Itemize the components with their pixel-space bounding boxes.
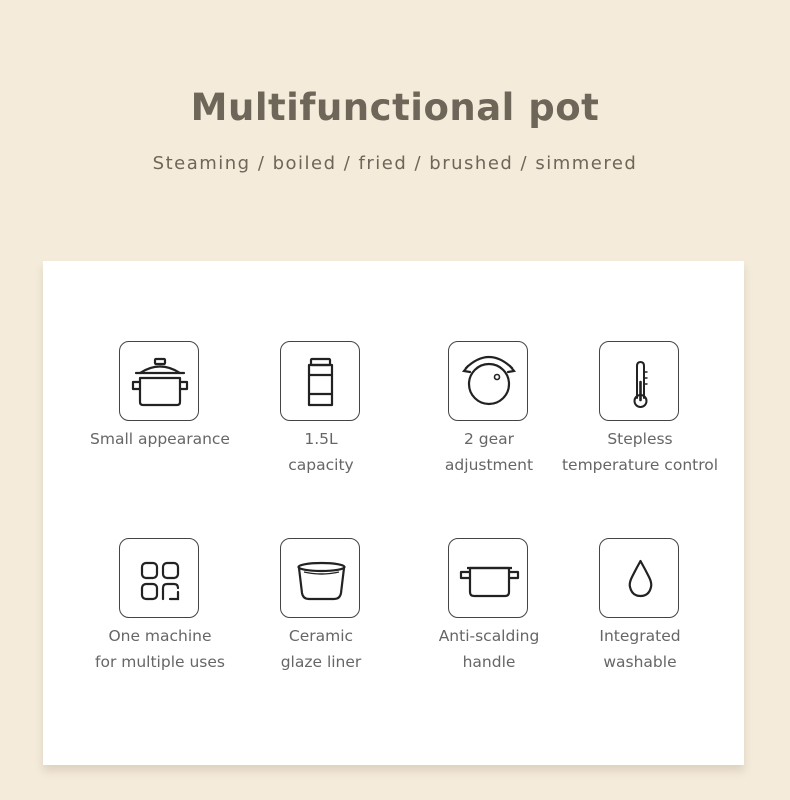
page-title: Multifunctional pot xyxy=(190,86,600,129)
feature-label: One machine for multiple uses xyxy=(95,627,225,671)
thermometer-icon xyxy=(599,341,679,421)
water-drop-icon xyxy=(599,538,679,618)
feature-label: Integrated washable xyxy=(599,627,681,671)
feature-label: Anti-scalding handle xyxy=(438,627,540,671)
cup-capacity-icon xyxy=(280,341,360,421)
feature-label: Small appearance xyxy=(90,430,230,448)
feature-label: Ceramic glaze liner xyxy=(280,627,362,671)
page-subtitle: Steaming / boiled / fried / brushed / simmered xyxy=(152,153,638,174)
features-card xyxy=(43,261,744,765)
pot-handles-icon xyxy=(448,538,528,618)
feature-label: 1.5L capacity xyxy=(288,430,354,474)
feature-label: Stepless temperature control xyxy=(561,430,719,474)
dial-knob-icon xyxy=(448,341,528,421)
liner-bowl-icon xyxy=(280,538,360,618)
grid-apps-icon xyxy=(119,538,199,618)
feature-label: 2 gear adjustment xyxy=(444,430,534,474)
pot-with-lid-icon xyxy=(119,341,199,421)
